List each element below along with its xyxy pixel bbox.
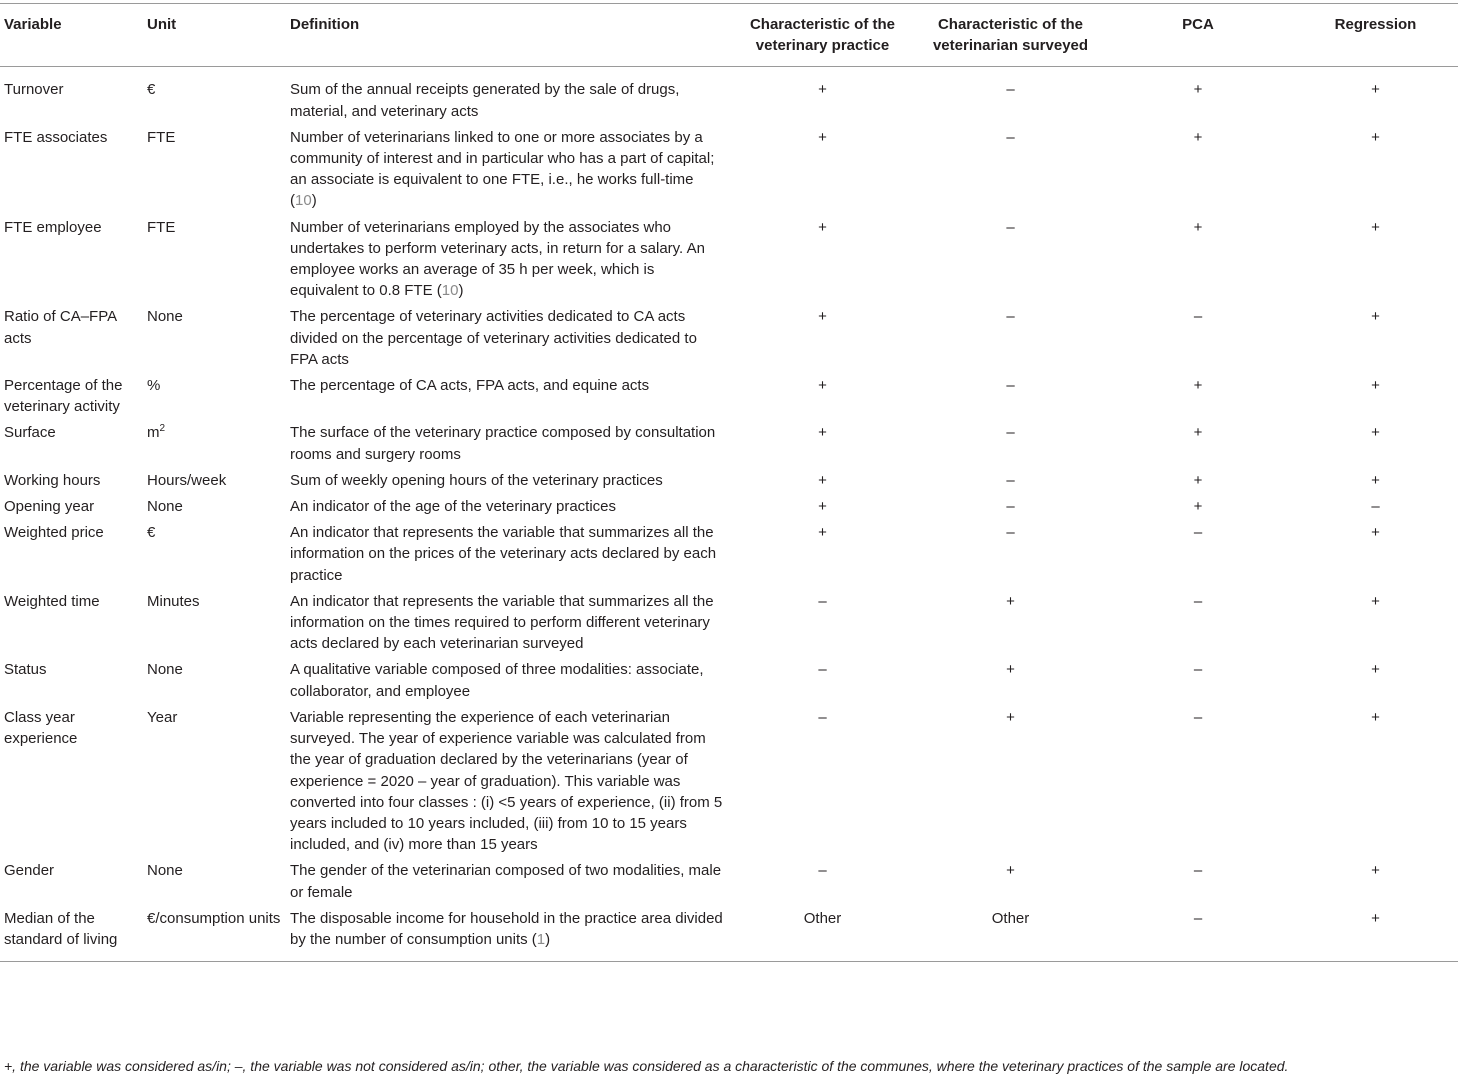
variables-table [0,3,1458,962]
header-pca: PCA [1182,16,1214,33]
cell-veterinarian: – [1006,128,1015,146]
cell-regression: + [1371,909,1380,927]
cell-veterinarian: – [1006,377,1015,395]
cell-regression: + [1371,81,1380,99]
unit-text: € [147,81,156,99]
cell-pca: + [1193,81,1203,99]
table-row [0,703,1458,856]
cell-pca: + [1193,218,1203,236]
cell-pca: – [1193,592,1203,610]
cell-variable: FTE employee [4,218,102,236]
reference-link[interactable]: 10 [441,282,459,300]
table-row [0,302,1458,371]
cell-regression: + [1371,424,1380,442]
cell-definition [286,123,727,213]
reference-link[interactable]: 1 [536,930,546,948]
cell-regression: + [1371,661,1380,679]
cell-variable: Weighted time [4,592,100,610]
cell-practice: – [818,661,827,679]
cell-veterinarian: + [1006,708,1015,726]
cell-variable: Status [4,661,47,679]
cell-regression: + [1371,308,1380,326]
table-row [0,213,1458,303]
cell-pca: – [1193,708,1203,726]
cell-unit [143,371,286,418]
cell-pca: + [1193,471,1203,489]
cell-regression: + [1371,862,1380,880]
cell-pca: – [1193,524,1203,542]
cell-practice: – [818,708,827,726]
table-footnote: +, the variable was considered as/in; –, the variable was not considered as/in; other, the variable was considered as a characteristic of the communes, where the veterinary practices of the sample are located. [4,1058,1289,1074]
table-row [0,418,1458,465]
cell-practice: – [818,592,827,610]
cell-unit [143,904,286,962]
table-row [0,856,1458,903]
cell-definition [286,466,727,492]
cell-regression: + [1371,524,1380,542]
cell-definition [286,518,727,587]
cell-unit [143,213,286,303]
cell-variable: Ratio of CA–FPA acts [4,308,117,347]
table-row [0,518,1458,587]
header-practice: Characteristic of the veterinary practice [749,16,896,55]
unit-text: € [147,524,156,542]
cell-veterinarian: – [1006,218,1015,236]
cell-practice: + [818,218,827,236]
cell-definition [286,67,727,123]
definition-text-end: ) [458,282,464,300]
cell-unit [143,302,286,371]
cell-regression: + [1371,128,1380,146]
unit-superscript: 2 [159,423,166,435]
cell-definition [286,492,727,518]
definition-text: Sum of the annual receipts generated by the sale of drugs, material, and veterinary acts [290,81,680,120]
cell-unit [143,466,286,492]
cell-unit [143,655,286,702]
table-row [0,655,1458,702]
cell-pca: + [1193,498,1203,516]
cell-definition [286,703,727,856]
cell-veterinarian: Other [991,909,1030,927]
table-row [0,371,1458,418]
cell-practice: Other [803,909,842,927]
cell-regression: + [1371,377,1380,395]
definition-text: Number of veterinarians linked to one or more associates by a community of interest and in particular who has a part of capital; an associate is equivalent to one FTE, i.e., he works full-time ( [290,128,715,210]
cell-definition [286,856,727,903]
definition-text: An indicator that represents the variable that summarizes all the information on the times required to perform different veterinary acts declared by each veterinarian surveyed [290,592,714,653]
definition-text: Variable representing the experience of each veterinarian surveyed. The year of experience variable was calculated from the year of graduation declared by the veterinarians (year of experience = 2020 – year of graduation). This variable was converted into four classes : (i) <5 years of experience, (ii) from 5 years included to 10 years included, (iii) from 10 to 15 years included, and (iv) more than 15 years [290,708,723,854]
definition-text: Sum of weekly opening hours of the veterinary practices [290,471,663,489]
unit-text: Year [147,708,178,726]
cell-veterinarian: – [1006,498,1015,516]
cell-practice: + [818,128,827,146]
definition-text: The surface of the veterinary practice composed by consultation rooms and surgery rooms [290,424,716,463]
reference-link[interactable]: 10 [295,192,312,210]
header-row [0,4,1458,67]
unit-text: Hours/week [147,471,227,489]
unit-text: FTE [147,128,176,146]
cell-practice: + [818,81,827,99]
definition-text-end: ) [311,192,317,210]
cell-variable: Gender [4,862,55,880]
cell-unit [143,418,286,465]
header-definition: Definition [290,16,360,33]
unit-text: None [147,862,183,880]
cell-variable: FTE associates [4,128,108,146]
cell-veterinarian: + [1006,862,1015,880]
cell-pca: + [1193,424,1203,442]
unit-text: None [147,661,183,679]
table-row [0,67,1458,123]
definition-text: An indicator of the age of the veterinary practices [290,498,617,516]
header-regression: Regression [1334,16,1417,33]
header-unit: Unit [147,16,177,33]
cell-variable: Median of the standard of living [4,909,118,948]
cell-regression: + [1371,471,1380,489]
cell-definition [286,371,727,418]
cell-definition [286,587,727,656]
definition-text: Number of veterinarians employed by the associates who undertakes to perform veterinary acts, in return for a salary. An employee works an average of 35 h per week, which is equivalent to 0.8 FTE ( [290,218,705,300]
cell-variable: Opening year [4,498,95,516]
table-row [0,492,1458,518]
cell-unit [143,703,286,856]
cell-variable: Turnover [4,81,64,99]
cell-practice: + [818,471,827,489]
definition-text: The gender of the veterinarian composed of two modalities, male or female [290,862,722,901]
cell-unit [143,492,286,518]
unit-text: None [147,308,183,326]
cell-unit [143,856,286,903]
table-row [0,466,1458,492]
header-variable: Variable [4,16,62,33]
cell-pca: + [1193,128,1203,146]
cell-practice: + [818,498,827,516]
unit-text: None [147,498,183,516]
cell-definition [286,302,727,371]
cell-definition [286,655,727,702]
unit-text: FTE [147,218,176,236]
header-veterinarian: Characteristic of the veterinarian surveyed [932,16,1089,55]
cell-variable: Class year experience [4,708,78,748]
cell-pca: – [1193,909,1203,927]
cell-veterinarian: + [1006,592,1015,610]
definition-text-end: ) [545,930,551,948]
cell-pca: – [1193,661,1203,679]
cell-definition [286,213,727,303]
definition-text: The percentage of CA acts, FPA acts, and equine acts [290,377,650,395]
cell-regression: + [1371,592,1380,610]
definition-text: The disposable income for household in the practice area divided by the number of consumption units ( [290,909,723,948]
unit-text: €/consumption units [147,909,281,927]
definition-text: The percentage of veterinary activities dedicated to CA acts divided on the percentage of veterinary activities dedicated to FPA acts [290,308,697,368]
cell-regression: + [1371,218,1380,236]
cell-unit [143,123,286,213]
cell-practice: + [818,308,827,326]
cell-pca: – [1193,862,1203,880]
cell-veterinarian: + [1006,661,1015,679]
table-row [0,904,1458,962]
cell-veterinarian: – [1006,524,1015,542]
definition-text: A qualitative variable composed of three modalities: associate, collaborator, and employee [290,661,704,700]
cell-variable: Surface [4,424,56,442]
cell-practice: + [818,377,827,395]
cell-practice: – [818,862,827,880]
unit-text: Minutes [147,592,200,610]
unit-text: % [147,377,161,395]
definition-text: An indicator that represents the variable that summarizes all the information on the prices of the veterinary acts declared by each practice [290,524,717,584]
cell-pca: – [1193,308,1203,326]
cell-veterinarian: – [1006,471,1015,489]
table-body [0,67,1458,962]
cell-regression: – [1371,498,1380,516]
cell-variable: Weighted price [4,524,104,542]
cell-pca: + [1193,377,1203,395]
unit-text: m [147,424,160,442]
cell-veterinarian: – [1006,424,1015,442]
cell-practice: + [818,524,827,542]
cell-variable: Percentage of the veterinary activity [4,377,123,416]
cell-practice: + [818,424,827,442]
cell-unit [143,518,286,587]
table-row [0,123,1458,213]
cell-variable: Working hours [4,471,101,489]
cell-definition [286,904,727,962]
cell-regression: + [1371,708,1380,726]
cell-veterinarian: – [1006,308,1015,326]
cell-veterinarian: – [1006,81,1015,99]
cell-definition [286,418,727,465]
cell-unit [143,587,286,656]
cell-unit [143,67,286,123]
table-row [0,587,1458,656]
